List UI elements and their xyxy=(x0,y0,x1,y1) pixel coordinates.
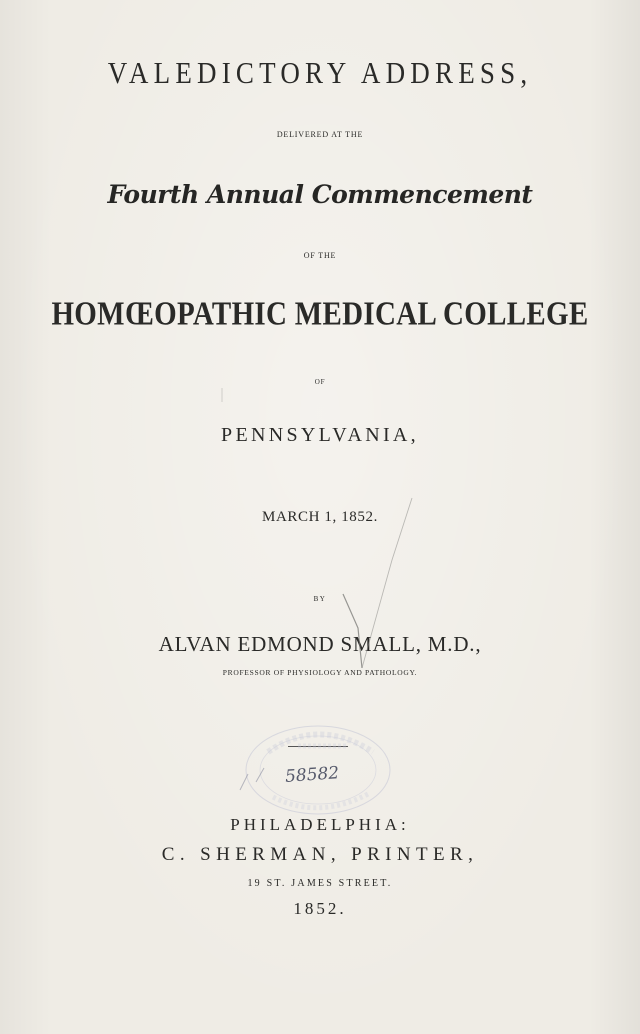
handwritten-accession-number: 58582 xyxy=(284,763,340,787)
imprint-year: 1852. xyxy=(293,899,347,918)
divider-rule xyxy=(288,746,348,747)
imprint-printer: C. SHERMAN, PRINTER, xyxy=(161,844,479,865)
occasion-line: Fourth Annual Commencement xyxy=(107,180,533,209)
author-name: ALVAN EDMOND SMALL, M.D., xyxy=(158,632,482,656)
library-stamp-icon xyxy=(228,712,398,822)
book-title: VALEDICTORY ADDRESS, xyxy=(107,56,533,90)
of-the-line: OF THE xyxy=(303,251,337,260)
delivered-line: DELIVERED AT THE xyxy=(276,130,364,139)
institution-name: HOMŒOPATHIC MEDICAL COLLEGE xyxy=(51,295,589,333)
address-date: MARCH 1, 1852. xyxy=(262,509,378,525)
imprint-street: 19 ST. JAMES STREET. xyxy=(247,878,393,889)
of-line: OF xyxy=(314,378,326,386)
author-title: PROFESSOR OF PHYSIOLOGY AND PATHOLOGY. xyxy=(222,668,418,677)
by-line: BY xyxy=(313,595,327,603)
state-name: PENNSYLVANIA, xyxy=(221,424,419,446)
imprint-city: PHILADELPHIA: xyxy=(230,815,410,834)
